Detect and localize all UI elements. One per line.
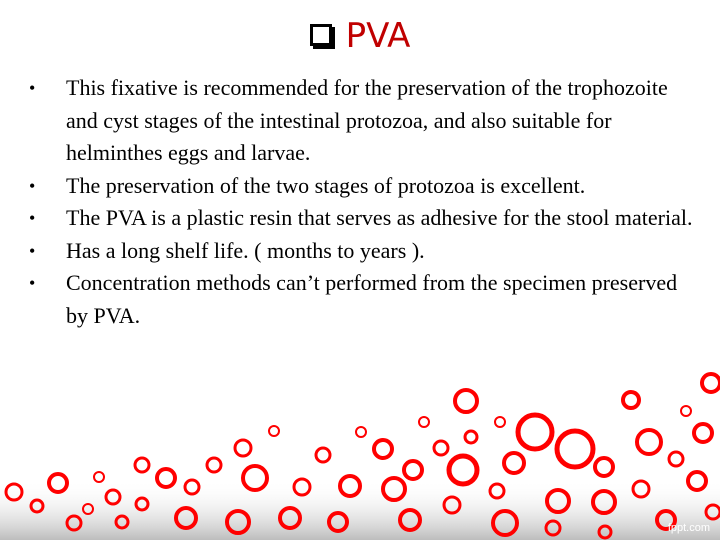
decorative-ring — [316, 448, 330, 462]
decorative-ring — [374, 440, 392, 458]
decorative-ring — [669, 452, 683, 466]
decorative-ring — [518, 415, 552, 449]
bullet-dot: • — [29, 273, 36, 293]
decorative-ring — [557, 431, 593, 467]
decorative-ring — [455, 390, 477, 412]
decorative-ring — [623, 392, 639, 408]
decorative-ring — [637, 430, 661, 454]
decorative-ring — [449, 456, 477, 484]
decorative-ring — [702, 374, 720, 392]
decorative-ring — [504, 453, 524, 473]
bullet-dot: • — [29, 175, 36, 196]
decorative-ring — [235, 440, 251, 456]
decorative-ring — [694, 424, 712, 442]
bullet-dot: • — [29, 208, 36, 228]
decorative-ring — [465, 431, 477, 443]
decorative-ring — [207, 458, 221, 472]
decorative-ring — [356, 427, 366, 437]
bullet-text: Concentration methods can’t performed from the specimen preserved by PVA. — [66, 270, 678, 328]
bullet-text: This fixative is recommended for the preservation of the trophozoite and cyst stages of the intestinal protozoa, and also suitable for helminthes eggs and larvae. — [66, 75, 668, 165]
bullet-dot: • — [29, 78, 36, 98]
bullet-item — [29, 72, 696, 170]
footer-brand: fppt.com — [667, 522, 710, 534]
decorative-ring — [434, 441, 448, 455]
checkbox-square-icon — [310, 24, 332, 46]
bullet-list — [29, 72, 696, 332]
decorative-ring — [135, 458, 149, 472]
decorative-ring — [595, 458, 613, 476]
bullet-text: The preservation of the two stages of protozoa is excellent. — [66, 172, 586, 198]
decorative-ring — [681, 406, 691, 416]
bullet-item — [29, 267, 696, 332]
slide-title-text: PVA — [345, 16, 411, 56]
bullet-item — [29, 170, 696, 203]
slide-title — [0, 14, 720, 58]
bullet-item — [29, 235, 696, 268]
bullet-text: Has a long shelf life. ( months to years ). — [66, 237, 425, 263]
decorative-ring — [404, 461, 422, 479]
decorative-ring — [269, 426, 279, 436]
bullet-text: The PVA is a plastic resin that serves as adhesive for the stool material. — [66, 205, 693, 230]
decorative-ring — [419, 417, 429, 427]
bullet-item — [29, 202, 696, 235]
bullet-dot: • — [29, 240, 36, 261]
decorative-ring — [495, 417, 505, 427]
